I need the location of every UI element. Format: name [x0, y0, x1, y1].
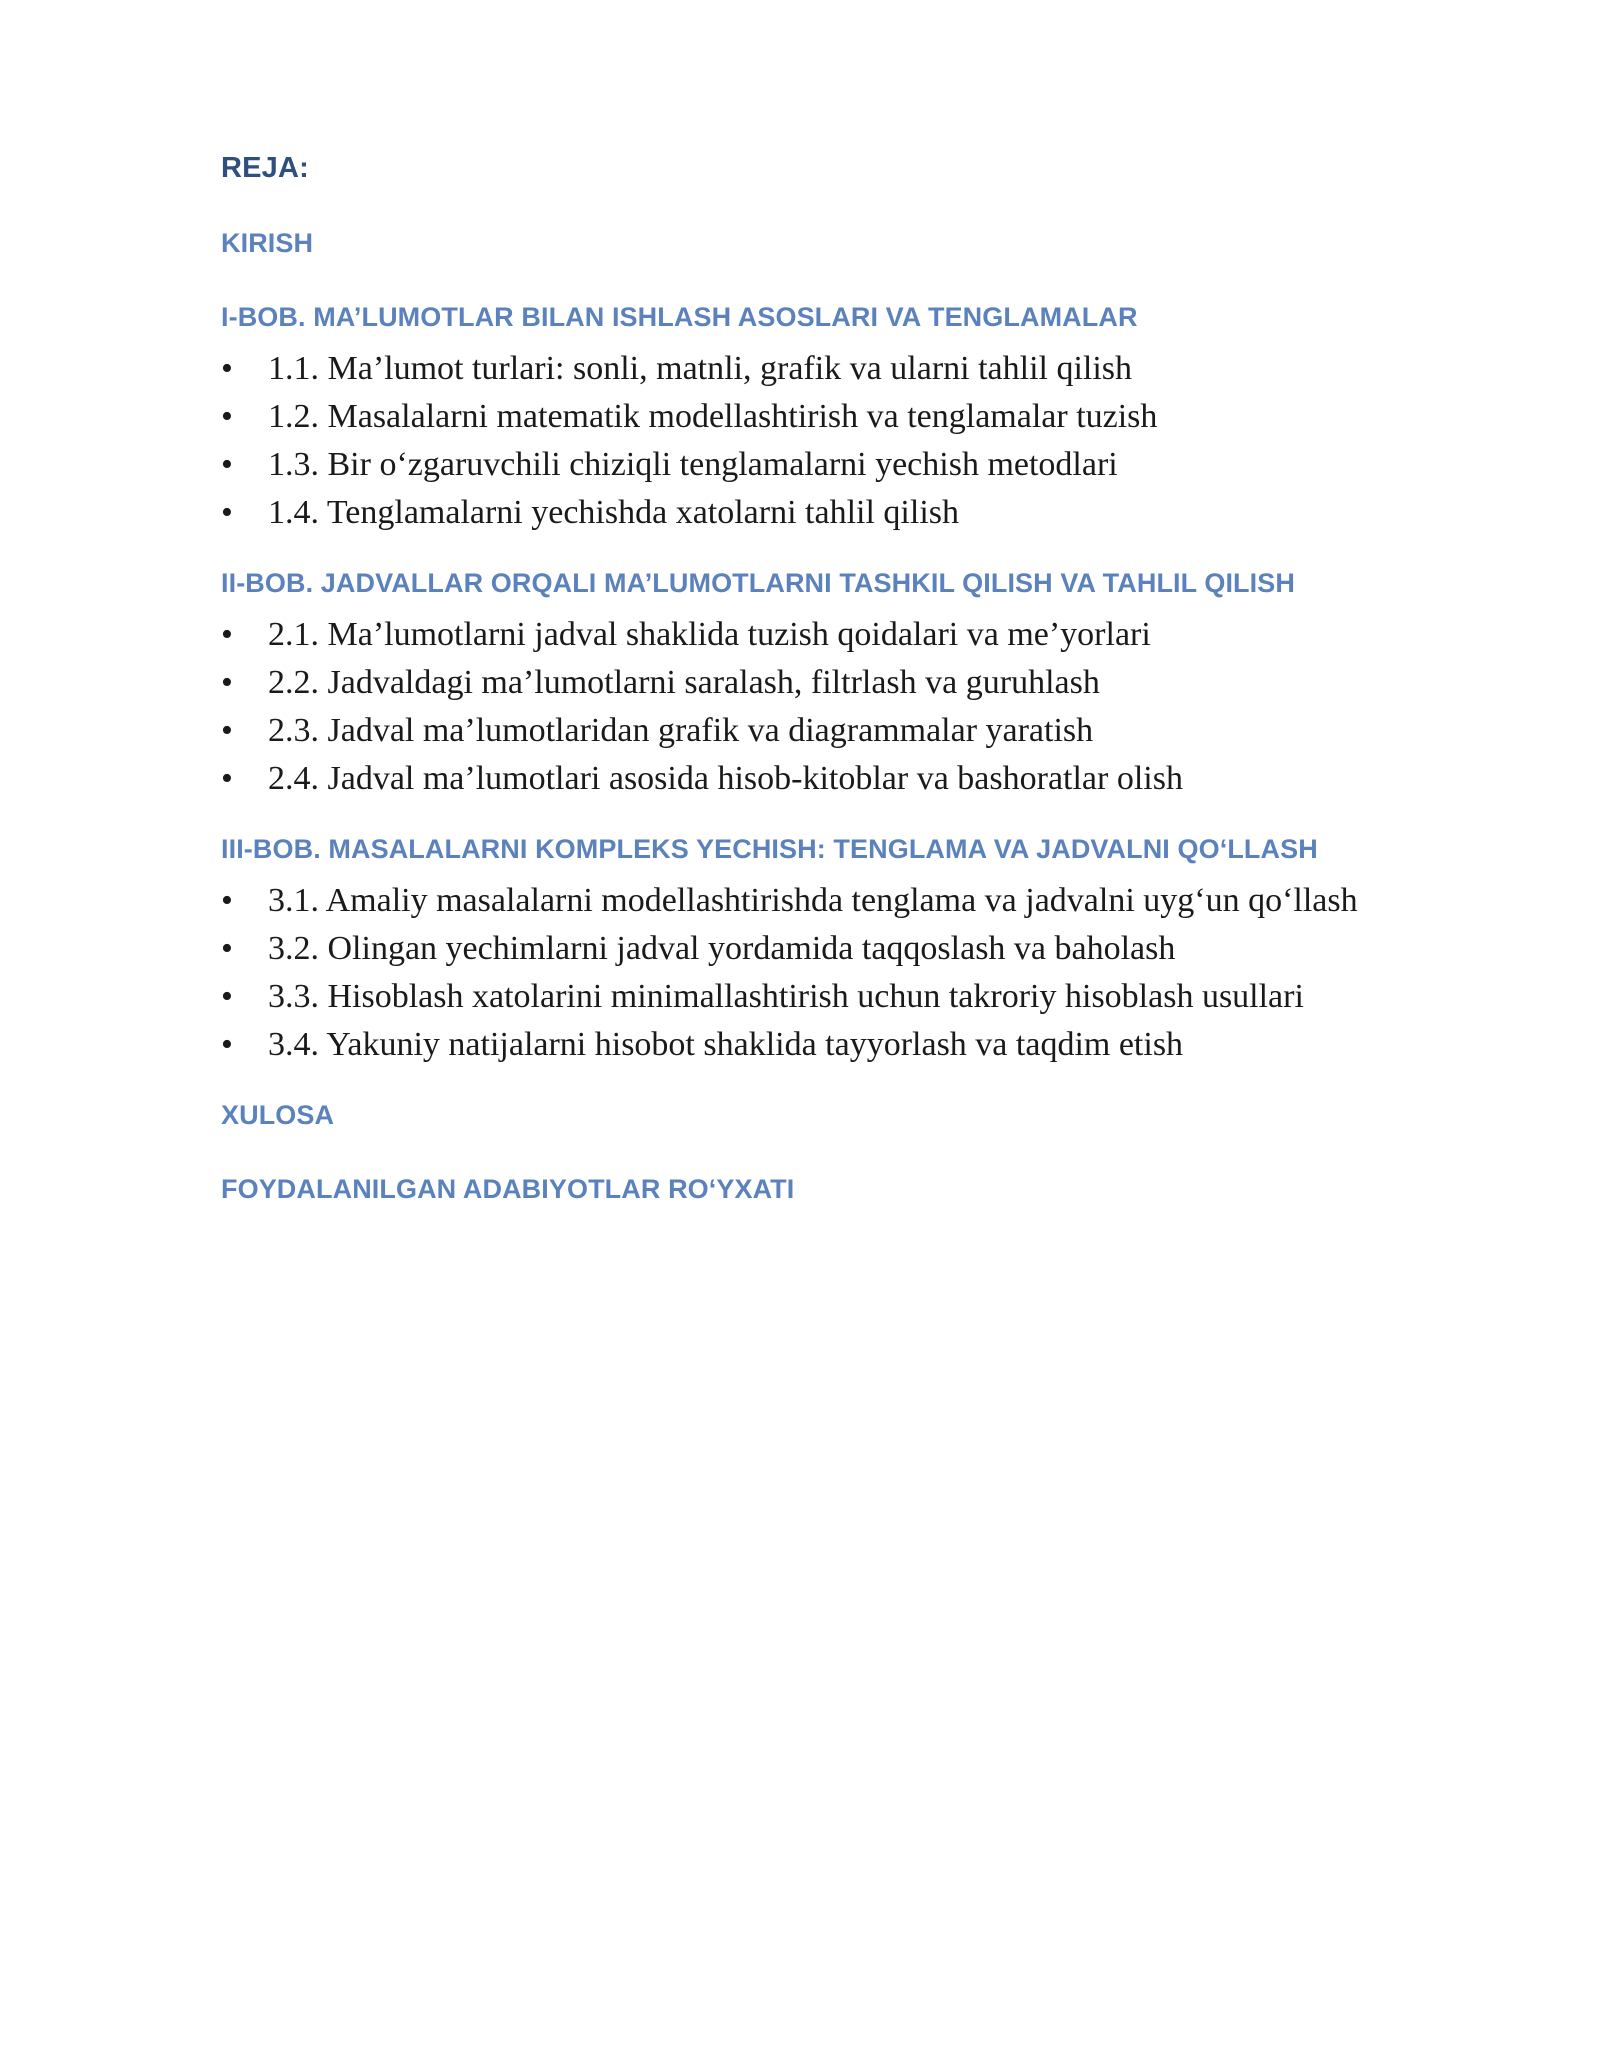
bullet-icon: • — [221, 398, 233, 435]
list-item-text: 3.2. Olingan yechimlarni jadval yordamida taqqoslash va baholash — [268, 930, 1176, 967]
list-item — [221, 877, 1471, 925]
chapter-3-heading: III-BOB. MASALALARNI KOMPLEKS YECHISH: TENGLAMA VA JADVALNI QO‘LLASH — [221, 834, 1318, 864]
list-item — [221, 345, 1471, 393]
bullet-icon: • — [221, 760, 233, 797]
bullet-icon: • — [221, 882, 233, 919]
chapter-1-list — [221, 345, 1471, 537]
plan-title: REJA: — [221, 152, 310, 184]
bullet-icon: • — [221, 494, 233, 531]
list-item — [221, 441, 1471, 489]
bullet-icon: • — [221, 664, 233, 701]
chapter-3-list — [221, 877, 1471, 1069]
heading-introduction: KIRISH — [221, 228, 314, 258]
list-item — [221, 973, 1471, 1021]
chapter-2-list — [221, 611, 1471, 803]
list-item-text: 2.4. Jadval ma’lumotlari asosida hisob-kitoblar va bashoratlar olish — [268, 760, 1183, 797]
bullet-icon: • — [221, 712, 233, 749]
bullet-icon: • — [221, 616, 233, 653]
list-item — [221, 611, 1471, 659]
bullet-icon: • — [221, 930, 233, 967]
list-item-text: 3.4. Yakuniy natijalarni hisobot shaklida tayyorlash va taqdim etish — [268, 1026, 1184, 1063]
list-item — [221, 925, 1471, 973]
chapter-2-heading: II-BOB. JADVALLAR ORQALI MA’LUMOTLARNI TASHKIL QILISH VA TAHLIL QILISH — [221, 568, 1295, 598]
list-item-text: 1.4. Tenglamalarni yechishda xatolarni tahlil qilish — [268, 494, 959, 531]
list-item — [221, 755, 1471, 803]
list-item-text: 1.1. Ma’lumot turlari: sonli, matnli, grafik va ularni tahlil qilish — [268, 350, 1133, 387]
heading-conclusion: XULOSA — [221, 1100, 335, 1130]
bullet-icon: • — [221, 350, 233, 387]
heading-references: FOYDALANILGAN ADABIYOTLAR RO‘YXATI — [221, 1174, 795, 1204]
list-item-text: 2.2. Jadvaldagi ma’lumotlarni saralash, filtrlash va guruhlash — [268, 664, 1100, 701]
bullet-icon: • — [221, 1026, 233, 1063]
list-item — [221, 707, 1471, 755]
bullet-icon: • — [221, 446, 233, 483]
list-item-text: 2.1. Ma’lumotlarni jadval shaklida tuzish qoidalari va me’yorlari — [268, 616, 1151, 653]
list-item — [221, 489, 1471, 537]
list-item-text: 1.2. Masalalarni matematik modellashtirish va tenglamalar tuzish — [268, 398, 1158, 435]
list-item — [221, 659, 1471, 707]
chapter-1-heading: I-BOB. MA’LUMOTLAR BILAN ISHLASH ASOSLARI VA TENGLAMALAR — [221, 302, 1138, 332]
list-item-text: 1.3. Bir o‘zgaruvchili chiziqli tenglamalarni yechish metodlari — [268, 446, 1118, 483]
list-item-text: 3.1. Amaliy masalalarni modellashtirishda tenglama va jadvalni uyg‘un qo‘llash — [268, 882, 1358, 919]
list-item-text: 2.3. Jadval ma’lumotlaridan grafik va diagrammalar yaratish — [268, 712, 1094, 749]
list-item-text: 3.3. Hisoblash xatolarini minimallashtirish uchun takroriy hisoblash usullari — [268, 978, 1304, 1015]
table-of-contents — [221, 148, 1471, 1209]
list-item — [221, 393, 1471, 441]
bullet-icon: • — [221, 978, 233, 1015]
list-item — [221, 1021, 1471, 1069]
